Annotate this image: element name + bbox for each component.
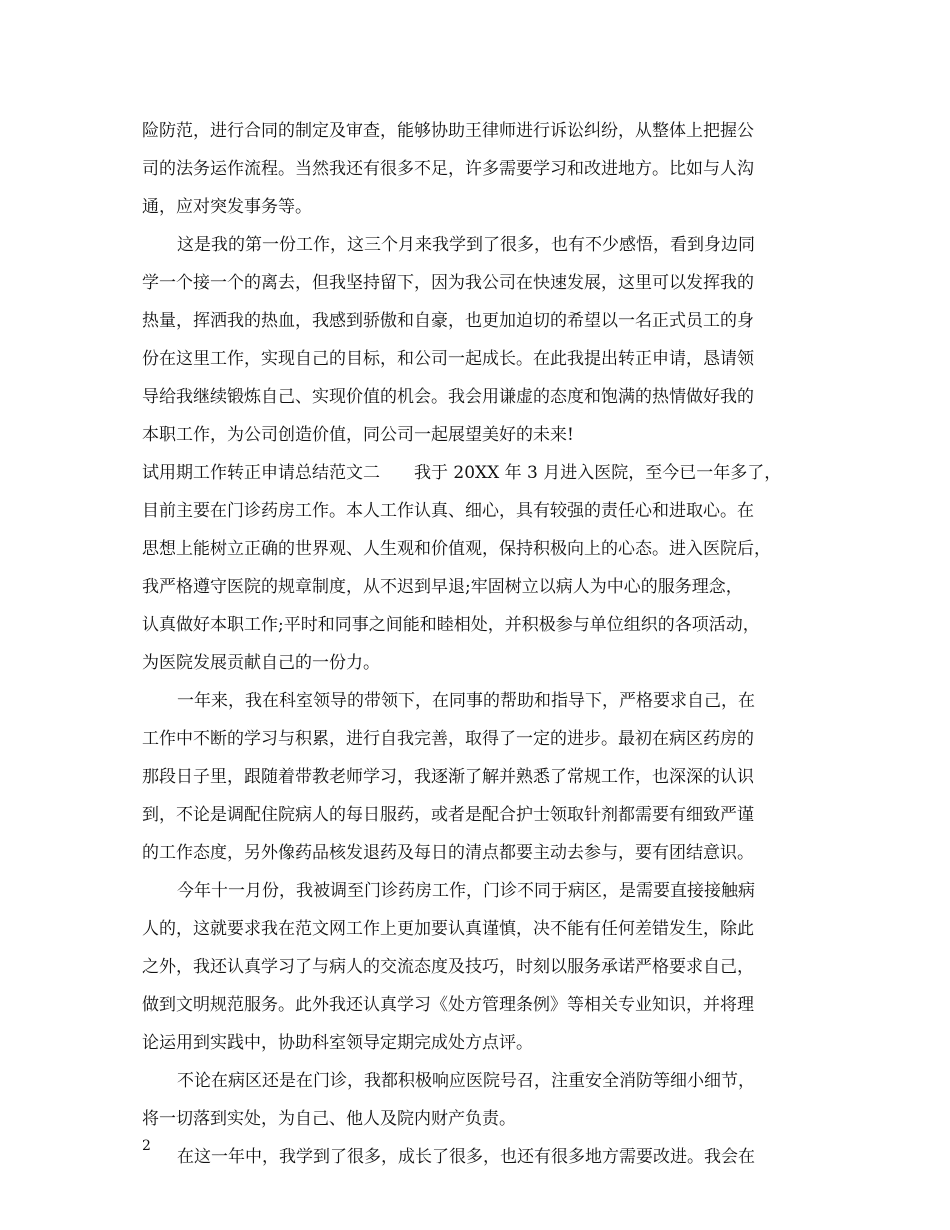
text-line: 份在这里工作，实现自己的目标，和公司一起成长。在此我提出转正申请，恳请领: [142, 349, 754, 369]
text-line: 险防范，进行合同的制定及审查，能够协助王律师进行诉讼纠纷，从整体上把握公: [142, 121, 754, 141]
paragraph-start-line: 这是我的第一份工作，这三个月来我学到了很多，也有不少感悟，看到身边同: [177, 235, 755, 255]
text-line: 为医院发展贡献自己的一份力。: [142, 653, 380, 673]
page-number: 2: [142, 1138, 151, 1154]
body-text: [142, 112, 832, 1176]
text-line: 到，不论是调配住院病人的每日服药，或者是配合护士领取针剂都需要有细致严谨: [142, 805, 754, 825]
text-line: 通，应对突发事务等。: [142, 197, 312, 217]
text-line: 做到文明规范服务。此外我还认真学习《处方管理条例》等相关专业知识，并将理: [142, 995, 754, 1015]
text-line: 论运用到实践中，协助科室领导定期完成处方点评。: [142, 1033, 533, 1053]
text-line: 司的法务运作流程。当然我还有很多不足，许多需要学习和改进地方。比如与人沟: [142, 159, 754, 179]
text-line: 我严格遵守医院的规章制度，从不迟到早退;牢固树立以病人为中心的服务理念，: [142, 577, 743, 597]
text-line: 那段日子里，跟随着带教老师学习，我逐渐了解并熟悉了常规工作，也深深的认识: [142, 767, 754, 787]
section-title-line: 试用期工作转正申请总结范文二 我于 20XX 年 3 月进入医院，至今已一年多了，: [142, 463, 782, 483]
text-line: 学一个接一个的离去，但我坚持留下，因为我公司在快速发展，这里可以发挥我的: [142, 273, 754, 293]
text-line: 热量，挥洒我的热血，我感到骄傲和自豪，也更加迫切的希望以一名正式员工的身: [142, 311, 754, 331]
paragraph-start-line: 今年十一月份，我被调至门诊药房工作，门诊不同于病区，是需要直接接触病: [177, 881, 755, 901]
paragraph-start-line: 在这一年中，我学到了很多，成长了很多，也还有很多地方需要改进。我会在: [177, 1147, 755, 1167]
text-line: 工作中不断的学习与积累，进行自我完善，取得了一定的进步。最初在病区药房的: [142, 729, 754, 749]
text-line: 人的，这就要求我在范文网工作上更加要认真谨慎，决不能有任何差错发生，除此: [142, 919, 754, 939]
text-line: 目前主要在门诊药房工作。本人工作认真、细心，具有较强的责任心和进取心。在: [142, 501, 754, 521]
text-line: 认真做好本职工作;平时和同事之间能和睦相处，并积极参与单位组织的各项活动，: [142, 615, 760, 635]
text-line: 的工作态度，另外像药品核发退药及每日的清点都要主动去参与，要有团结意识。: [142, 843, 754, 863]
text-line: 导给我继续锻炼自己、实现价值的机会。我会用谦虚的态度和饱满的热情做好我的: [142, 387, 754, 407]
text-line: 本职工作，为公司创造价值，同公司一起展望美好的未来!: [142, 425, 574, 445]
paragraph-start-line: 不论在病区还是在门诊，我都积极响应医院号召，注重安全消防等细小细节，: [177, 1071, 755, 1091]
text-line: 之外，我还认真学习了与病人的交流态度及技巧，时刻以服务承诺严格要求自己，: [142, 957, 754, 977]
text-line: 思想上能树立正确的世界观、人生观和价值观，保持积极向上的心态。进入医院后，: [142, 539, 771, 559]
text-line: 将一切落到实处，为自己、他人及院内财产负责。: [142, 1109, 516, 1129]
paragraph-start-line: 一年来，我在科室领导的带领下，在同事的帮助和指导下，严格要求自己，在: [177, 691, 755, 711]
